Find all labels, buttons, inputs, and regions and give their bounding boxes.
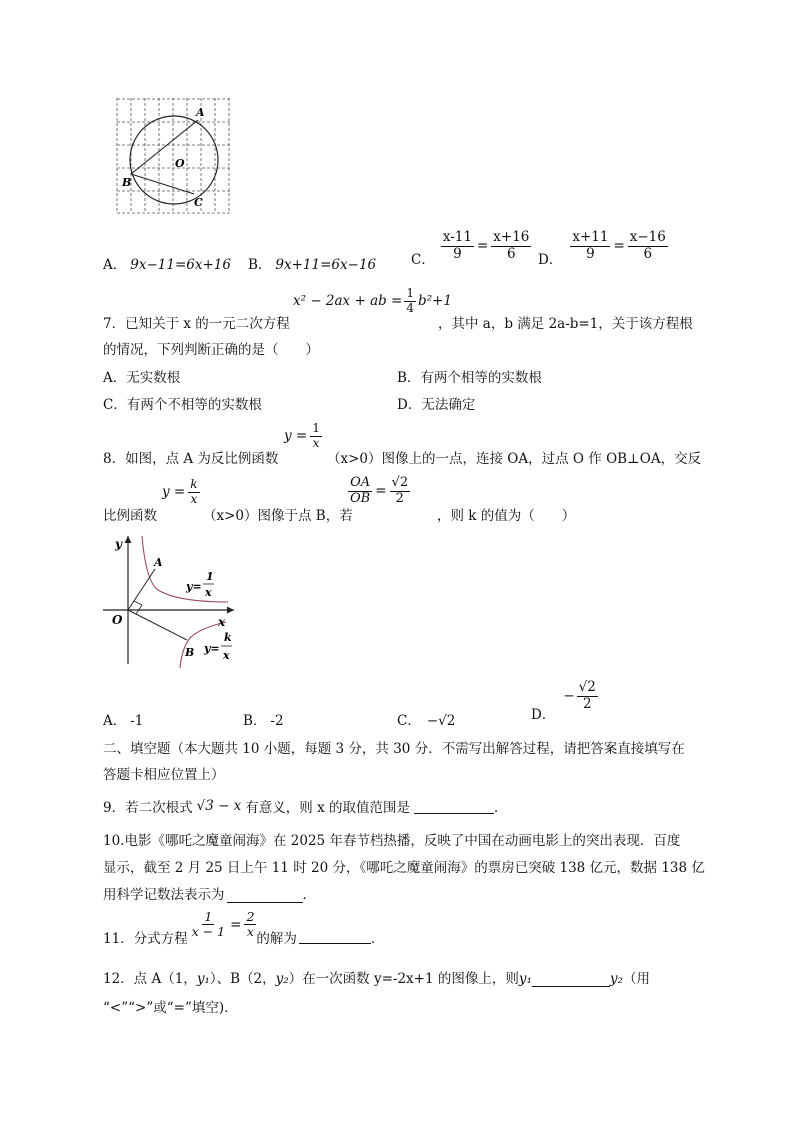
q8-option-a[interactable]: A． -1 [103, 713, 144, 729]
q8-option-b[interactable]: B． -2 [243, 713, 284, 729]
q8-option-c[interactable]: C． −√2 [397, 713, 456, 729]
q7-equation: x² − 2ax + ab = $\frac{1}{4}$ b²+1 [293, 286, 452, 315]
right-angle-mark [134, 601, 142, 614]
label-curve2-num: k [224, 631, 232, 644]
q8-stem-line1: 8．如图，点 A 为反比例函数 [103, 451, 279, 467]
q8-function-1: y = $\frac{1}{x}$ [284, 421, 320, 450]
q6-option-a[interactable]: A． 9x−11=6x+16 [103, 257, 231, 273]
q8-stem-line2-post: ，则 k 的值为（ ） [437, 508, 576, 524]
section2-heading-line1: 二、填空题（本大题共 10 小题，每题 3 分，共 30 分．不需写出解答过程，请把答案直接填写在 [103, 741, 685, 757]
segment-ab [131, 120, 198, 174]
q7-option-c[interactable]: C．有两个不相等的实数根 [103, 397, 262, 413]
q6-option-d[interactable]: D． $\frac{x+11}{9}$ = $\frac{x-16}{6}$ [538, 229, 666, 269]
q7-stem-line1: 7．已知关于 x 的一元二次方程 [103, 316, 290, 332]
label-curve2: y= [204, 642, 220, 655]
label-a: A [196, 106, 205, 119]
q10-line1: 10.电影《哪吒之魔童闹海》在 2025 年春节档热播，反映了中国在动画电影上的突出表现．百度 [103, 833, 681, 849]
label-c: C [194, 196, 203, 209]
q11-answer-blank[interactable] [299, 929, 371, 944]
q8-stem-line2-mid: （x>0）图像于点 B，若 [203, 508, 353, 524]
label-o: O [175, 157, 185, 170]
q9: 9．若二次根式 √3 − x 有意义，则 x 的取值范围是 ． [103, 798, 508, 816]
label-x-axis: x [218, 615, 226, 629]
q8-stem-line2: 比例函数 [103, 508, 157, 524]
q10-line3: 用科学记数法表示为 ． [103, 887, 316, 903]
q7-stem-line2: 的情况，下列判断正确的是（ ） [103, 342, 319, 358]
q6-option-c[interactable]: C． $\frac{x-11}{9}$ = $\frac{x+16}{6}$ [411, 229, 530, 269]
label-origin: O [112, 613, 123, 627]
q7-option-a[interactable]: A．无实数根 [103, 370, 181, 386]
hyperbola-figure [98, 528, 248, 673]
q7-option-b[interactable]: B．有两个相等的实数根 [397, 370, 542, 386]
q10-line2: 显示，截至 2 月 25 日上午 11 时 20 分，《哪吒之魔童闹海》的票房已突破 138 亿元，数据 138 亿 [103, 860, 705, 876]
label-b: B [122, 176, 132, 189]
label-curve1: y= [186, 580, 202, 593]
q12-line1: 12．点 A（1， y₁ ）、B（2， y₂ ）在一次函数 y=-2x+1 的图像上，则 y₁ y₂ （用 [103, 971, 650, 987]
segment-ob [128, 610, 187, 640]
circle-grid-figure [110, 96, 238, 218]
q8-function-2: y = $\frac{k}{x}$ [162, 477, 198, 506]
q7-option-d[interactable]: D．无法确定 [397, 397, 476, 413]
q10-answer-blank[interactable] [227, 888, 303, 903]
q7-stem-post: ，其中 a，b 满足 2a-b=1，关于该方程根 [438, 316, 693, 332]
label-a: A [154, 556, 163, 569]
q12-line2: “<”“>”或“=”填空)． [103, 1000, 238, 1016]
label-b: B [185, 646, 195, 659]
q8-ratio: $\frac{OA}{OB}$ = $\frac{√2}{2}$ [350, 475, 409, 506]
q8-option-d[interactable]: D． − $\frac{√2}{2}$ [531, 679, 596, 724]
label-curve2-den: x [223, 649, 230, 662]
q11: 11．分式方程 $\frac{1}{x - 1}$ = $\frac{2}{x}$ 的解为 ． [103, 909, 385, 947]
label-y-axis: y [115, 537, 122, 551]
q8-stem-mid: （x>0）图像上的一点，连接 OA，过点 O 作 OB⊥OA，交反 [327, 451, 702, 467]
label-curve1-num: 1 [206, 570, 214, 583]
segment-oa [128, 569, 155, 610]
section2-heading-line2: 答题卡相应位置上） [103, 767, 225, 783]
q9-answer-blank[interactable] [414, 799, 494, 814]
q6-option-b[interactable]: B． 9x+11=6x−16 [248, 257, 377, 273]
label-curve1-den: x [205, 586, 212, 599]
q12-answer-blank[interactable] [532, 972, 610, 987]
